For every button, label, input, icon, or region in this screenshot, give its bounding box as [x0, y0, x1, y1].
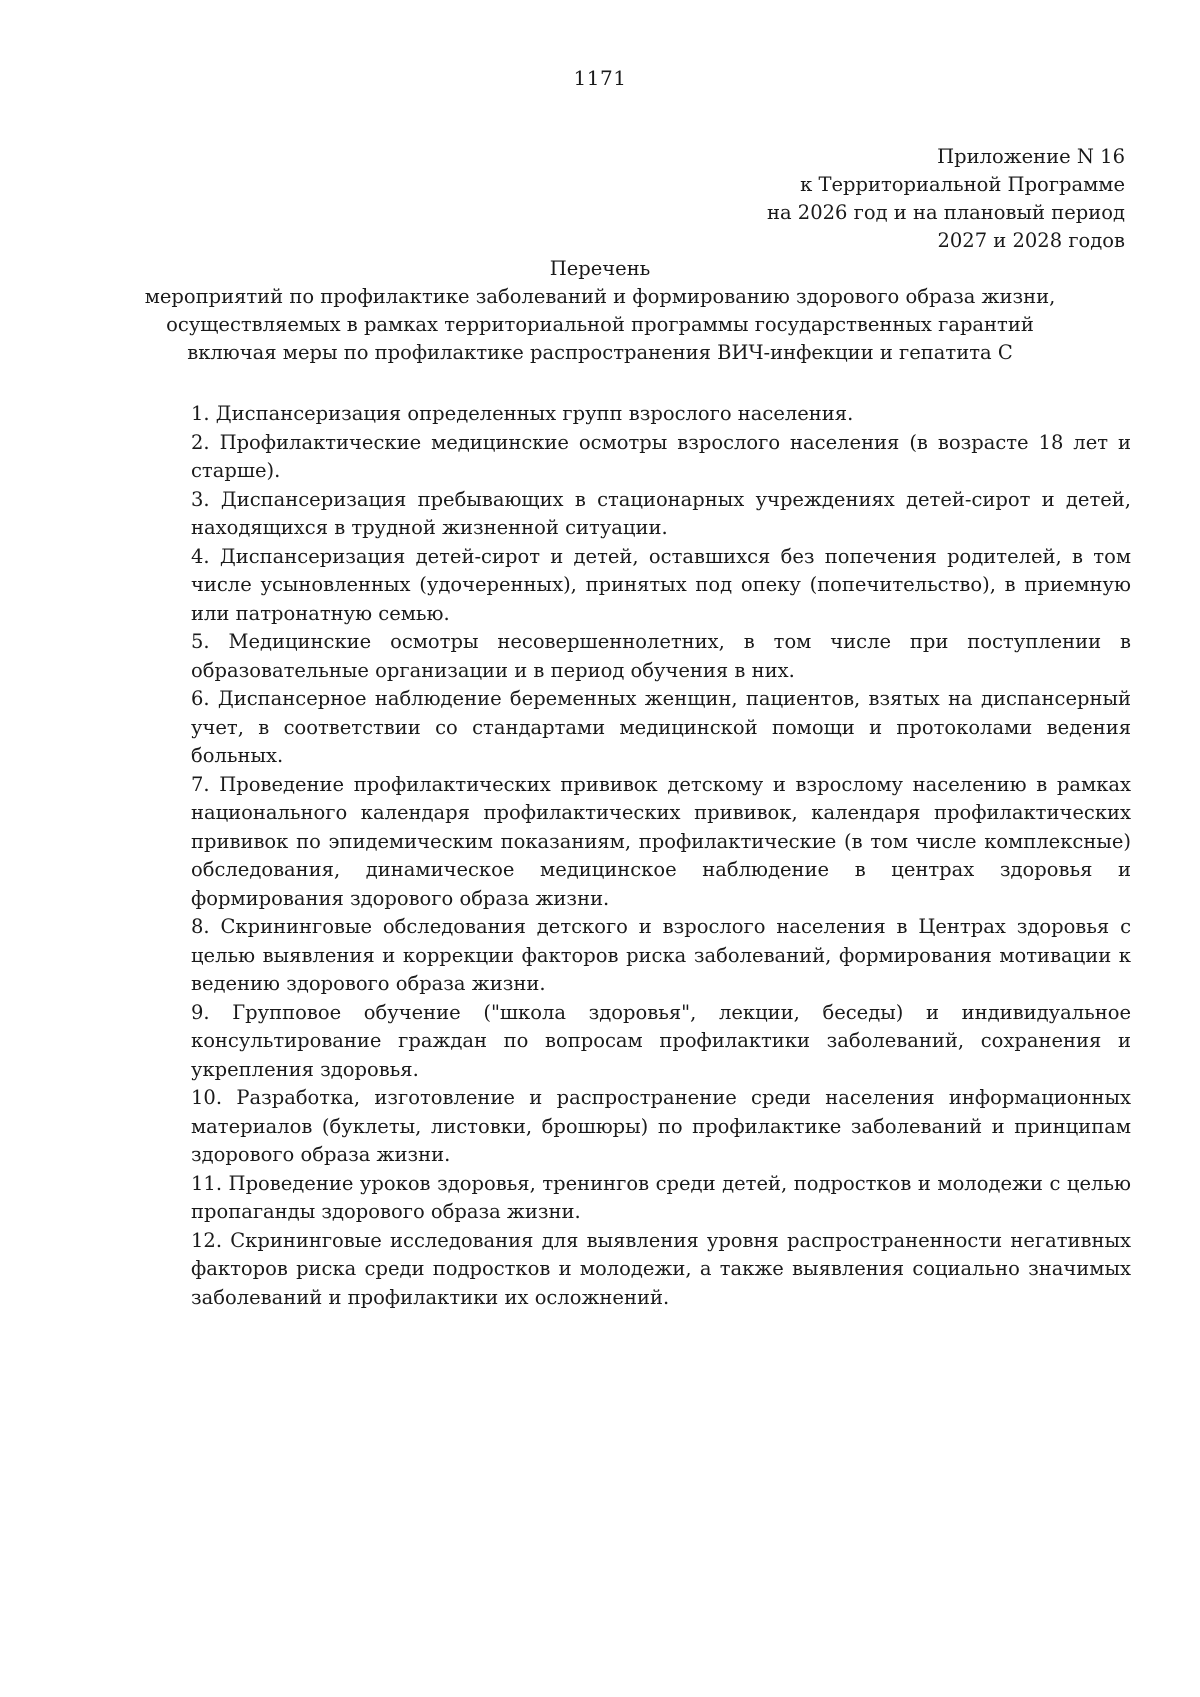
title-line: осуществляемых в рамках территориальной программы государственных гарантий	[166, 313, 1034, 336]
page-number: 1171	[573, 66, 627, 90]
document-title	[100, 255, 1100, 367]
annex-line: к Территориальной Программе	[800, 173, 1125, 196]
annex-line: на 2026 год и на плановый период	[766, 201, 1125, 224]
annex-line: 2027 и 2028 годов	[937, 229, 1125, 252]
measures-list	[191, 400, 1131, 1312]
list-item: 4. Диспансеризация детей-сирот и детей, оставшихся без попечения родителей, в том числе усыновленных (удочеренных), принятых под опеку (попечительство), в приемную или патронатную семью.	[191, 544, 1131, 625]
list-item: 10. Разработка, изготовление и распространение среди населения информационных материалов (буклеты, листовки, брошюры) по профилактике заболеваний и принципам здорового образа жизни.	[191, 1086, 1131, 1166]
annex-line: Приложение N 16	[937, 145, 1125, 168]
list-item: 9. Групповое обучение ("школа здоровья", лекции, беседы) и индивидуальное консультирование граждан по вопросам профилактики заболеваний, сохранения и укрепления здоровья.	[191, 1000, 1131, 1081]
list-item: 8. Скрининговые обследования детского и взрослого населения в Центрах здоровья с целью выявления и коррекции факторов риска заболеваний, формирования мотивации к ведению здорового образа жизни.	[191, 915, 1131, 995]
list-item: 5. Медицинские осмотры несовершеннолетних, в том числе при поступлении в образовательные организации и в период обучения в них.	[191, 630, 1131, 682]
list-item: 12. Скрининговые исследования для выявления уровня распространенности негативных факторов риска среди подростков и молодежи, а также выявления социально значимых заболеваний и профилактики их осложнений.	[191, 1228, 1131, 1309]
title-line: мероприятий по профилактике заболеваний и формированию здорового образа жизни,	[144, 285, 1056, 308]
list-item: 11. Проведение уроков здоровья, тренингов среди детей, подростков и молодежи с целью пропаганды здорового образа жизни.	[191, 1171, 1131, 1223]
list-item: 7. Проведение профилактических прививок детскому и взрослому населению в рамках национального календаря профилактических прививок, календаря профилактических прививок по эпидемическим показаниям, профилактические (в том числе комплексные) обследования, динамическое медицинское наблюдение в центрах здоровья и формирования здорового образа жизни.	[191, 772, 1131, 910]
title-heading: Перечень	[549, 257, 651, 280]
list-item: 3. Диспансеризация пребывающих в стационарных учреждениях детей-сирот и детей, находящихся в трудной жизненной ситуации.	[191, 487, 1131, 539]
title-line: включая меры по профилактике распространения ВИЧ-инфекции и гепатита С	[187, 341, 1013, 364]
list-item: 6. Диспансерное наблюдение беременных женщин, пациентов, взятых на диспансерный учет, в соответствии со стандартами медицинской помощи и протоколами ведения больных.	[191, 687, 1131, 767]
list-item: 2. Профилактические медицинские осмотры взрослого населения (в возрасте 18 лет и старше).	[191, 430, 1131, 482]
annex-block	[605, 143, 1125, 255]
list-item: 1. Диспансеризация определенных групп взрослого населения.	[191, 402, 854, 425]
